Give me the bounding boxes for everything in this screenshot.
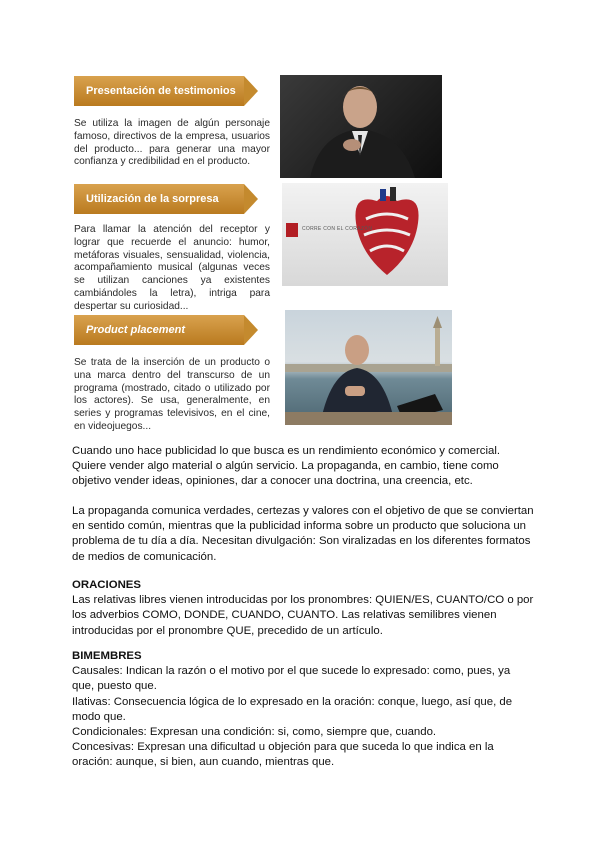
paragraph-publicidad: Cuando uno hace publicidad lo que busca es un rendimiento económico y comercial. Quiere vender algo material o algún servicio. La propaganda, en cambio, tiene como objetivo vender ideas, opiniones, dar a conocer una doctrina, una creencia, etc. [72,445,501,488]
oraciones-section [72,578,534,639]
bimembres-item: Causales: Indican la razón o el motivo por el que sucede lo expresado: como, pues, ya que, puesto que. [72,665,511,693]
section-banner: Presentación de testimonios [74,76,244,106]
testimonial-photo [280,75,442,178]
oraciones-heading: ORACIONES [72,579,141,591]
second-paragraph [72,504,534,565]
intro-paragraph [72,444,534,490]
paragraph-propaganda: La propaganda comunica verdades, certezas y valores con el objetivo de que se conviertan en sentido común, mientras que la publicidad informa sobre un producto que soluciona un problema de tu día a día. Necesitan divulgación: Son viralizadas en los diferentes formatos de medios de comunicación. [72,505,534,563]
section-text: Para llamar la atención del receptor y lograr que recuerde el anuncio: humor, metáforas visuales, sensualidad, violencia, acompañamiento musical (algunas veces se utilizan canciones ya existentes cambiándoles la letra), intriga para despertar su curiosidad... [74,224,270,312]
bimembres-item: Condicionales: Expresan una condición: si, como, siempre que, cuando. [72,726,437,739]
section-text: Se trata de la inserción de un producto o una marca dentro del transcurso de un programa (mostrado, citado o utilizado por los actores). Se usa, generalmente, en series y programas televisivos, en el cine, en videojuegos... [74,357,270,432]
section-text: Se utiliza la imagen de algún personaje famoso, directivos de la empresa, usuarios del producto... para generar una mayor confianza y credibilidad en el producto. [74,118,270,168]
bimembres-section [72,649,534,771]
section-banner: Utilización de la sorpresa [74,184,244,214]
ad-caption: CORRE CON EL CORAZÓN [302,226,373,232]
product-placement-photo [285,310,452,425]
bimembres-heading: BIMEMBRES [72,650,142,662]
section-banner: Product placement [74,315,244,345]
bimembres-item: Ilativas: Consecuencia lógica de lo expresado en la oración: conque, luego, así que, de modo que. [72,695,513,723]
oraciones-text: Las relativas libres vienen introducidas por los pronombres: QUIEN/ES, CUANTO/CO o por los adverbios COMO, DONDE, CUANDO, CUANTO. Las relativas semilibres vienen introducidas por el pronombre QUE, precedido de un artículo. [72,594,534,637]
bimembres-item: Concesivas: Expresan una dificultad u objeción para que suceda lo que indica en la oración: aunque, si bien, aun cuando, mientras que. [72,741,494,769]
advertisement-photo [282,183,448,286]
